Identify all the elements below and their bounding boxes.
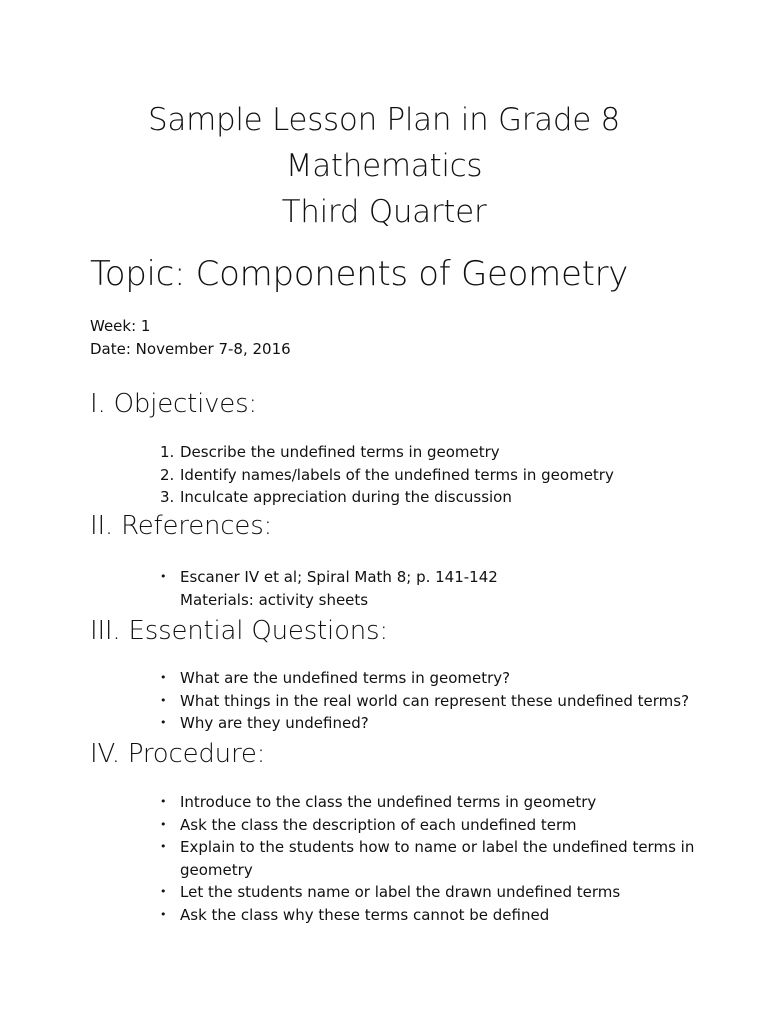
objectives-heading: I. Objectives: bbox=[90, 389, 257, 419]
list-item bbox=[160, 791, 694, 814]
procedure-heading: IV. Procedure: bbox=[90, 739, 266, 769]
bullet-icon: • bbox=[160, 907, 167, 921]
list-item bbox=[160, 712, 689, 735]
list-item bbox=[160, 814, 694, 837]
list-item-text: Identify names/labels of the undefined terms in geometry bbox=[180, 465, 614, 484]
bullet-icon: • bbox=[160, 671, 167, 684]
lesson-meta bbox=[90, 315, 291, 361]
bullet-icon: • bbox=[160, 716, 167, 729]
list-number: 3. bbox=[160, 488, 175, 506]
list-item-text: Why are they undefined? bbox=[180, 714, 369, 732]
bullet-icon: • bbox=[160, 570, 167, 583]
procedure-list bbox=[160, 791, 694, 926]
list-item bbox=[160, 464, 614, 487]
document-title bbox=[0, 97, 768, 235]
list-item bbox=[160, 690, 689, 713]
list-item-text: Ask the class the description of each undefined term bbox=[180, 815, 577, 834]
list-item-text: What things in the real world can represent these undefined terms? bbox=[180, 691, 690, 710]
list-number: 2. bbox=[160, 465, 175, 484]
list-number: 1. bbox=[160, 443, 175, 461]
topic-heading: Topic: Components of Geometry bbox=[90, 254, 629, 294]
list-item bbox=[160, 566, 498, 611]
date-label: Date: November 7-8, 2016 bbox=[90, 340, 291, 358]
list-item-text: Ask the class why these terms cannot be defined bbox=[180, 905, 550, 924]
list-item-text: Introduce to the class the undefined terms in geometry bbox=[180, 793, 597, 811]
list-item bbox=[160, 836, 694, 881]
title-line-1: Sample Lesson Plan in Grade 8 bbox=[148, 102, 620, 138]
list-item-text: Inculcate appreciation during the discussion bbox=[180, 488, 512, 506]
references-heading: II. References: bbox=[90, 511, 273, 541]
bullet-icon: • bbox=[160, 885, 167, 898]
title-line-3: Third Quarter bbox=[281, 194, 487, 230]
title-line-2: Mathematics bbox=[285, 148, 483, 184]
list-item bbox=[160, 486, 614, 509]
list-item-subtext: geometry bbox=[180, 860, 253, 879]
list-item bbox=[160, 667, 689, 690]
bullet-icon: • bbox=[160, 840, 167, 853]
essential-questions-list bbox=[160, 667, 689, 735]
list-item-text: Let the students name or label the drawn undefined terms bbox=[180, 883, 621, 901]
list-item-text: What are the undefined terms in geometry? bbox=[180, 669, 511, 687]
list-item-text: Explain to the students how to name or label the undefined terms in bbox=[180, 838, 695, 856]
list-item-subtext: Materials: activity sheets bbox=[180, 590, 369, 609]
list-item-text: Escaner IV et al; Spiral Math 8; p. 141-142 bbox=[180, 568, 498, 586]
week-label: Week: 1 bbox=[90, 317, 151, 335]
references-list bbox=[160, 566, 498, 611]
list-item bbox=[160, 881, 694, 904]
bullet-icon: • bbox=[160, 817, 167, 831]
essential-questions-heading: III. Essential Questions: bbox=[90, 616, 388, 646]
bullet-icon: • bbox=[160, 693, 167, 707]
bullet-icon: • bbox=[160, 795, 167, 808]
list-item-text: Describe the undefined terms in geometry bbox=[180, 443, 500, 461]
objectives-list bbox=[160, 441, 614, 509]
list-item bbox=[160, 441, 614, 464]
list-item bbox=[160, 904, 694, 927]
